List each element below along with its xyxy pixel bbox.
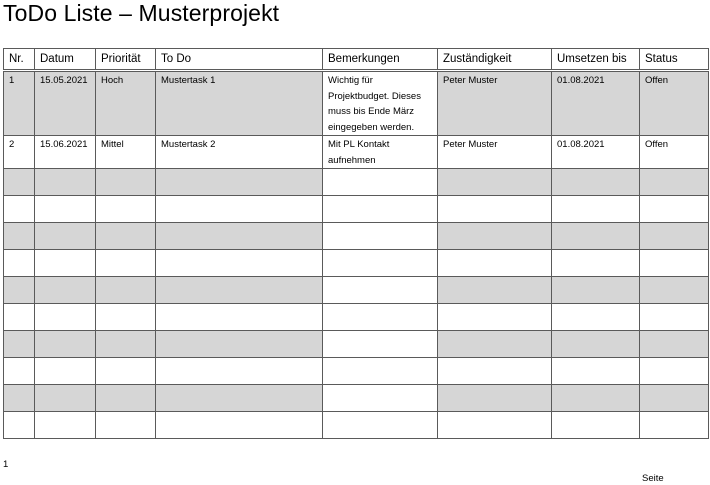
empty-cell[interactable]: [4, 358, 35, 385]
empty-cell[interactable]: [438, 331, 552, 358]
empty-cell[interactable]: [323, 358, 438, 385]
empty-table-row: [4, 358, 709, 385]
empty-cell[interactable]: [35, 169, 96, 196]
page-title: ToDo Liste – Musterprojekt: [3, 0, 280, 26]
empty-cell[interactable]: [96, 250, 156, 277]
empty-cell[interactable]: [4, 385, 35, 412]
empty-cell[interactable]: [96, 304, 156, 331]
empty-cell[interactable]: [156, 196, 323, 223]
empty-cell[interactable]: [640, 223, 709, 250]
page-label: Seite: [642, 473, 664, 484]
empty-table-row: [4, 412, 709, 439]
cell-zustaendigkeit[interactable]: Peter Muster: [438, 136, 552, 169]
header-status: Status: [640, 49, 709, 71]
header-bemerkungen: Bemerkungen: [323, 49, 438, 71]
empty-cell[interactable]: [4, 331, 35, 358]
empty-cell[interactable]: [323, 277, 438, 304]
empty-table-row: [4, 331, 709, 358]
empty-cell[interactable]: [438, 196, 552, 223]
empty-cell[interactable]: [156, 304, 323, 331]
empty-cell[interactable]: [640, 250, 709, 277]
empty-table-row: [4, 250, 709, 277]
cell-prioritaet[interactable]: Hoch: [96, 71, 156, 136]
empty-cell[interactable]: [35, 304, 96, 331]
empty-cell[interactable]: [552, 412, 640, 439]
table-row: [4, 136, 709, 169]
empty-table-row: [4, 277, 709, 304]
empty-cell[interactable]: [640, 196, 709, 223]
empty-cell[interactable]: [552, 331, 640, 358]
page-number: 1: [3, 459, 9, 470]
empty-cell[interactable]: [156, 385, 323, 412]
empty-cell[interactable]: [156, 223, 323, 250]
empty-cell[interactable]: [438, 223, 552, 250]
empty-cell[interactable]: [323, 412, 438, 439]
empty-cell[interactable]: [96, 358, 156, 385]
empty-cell[interactable]: [323, 223, 438, 250]
empty-table-row: [4, 169, 709, 196]
empty-table-row: [4, 223, 709, 250]
empty-cell[interactable]: [640, 412, 709, 439]
cell-datum[interactable]: 15.06.2021: [35, 136, 96, 169]
empty-cell[interactable]: [156, 250, 323, 277]
empty-cell[interactable]: [35, 196, 96, 223]
empty-cell[interactable]: [35, 385, 96, 412]
empty-cell[interactable]: [156, 277, 323, 304]
empty-cell[interactable]: [156, 412, 323, 439]
empty-cell[interactable]: [35, 358, 96, 385]
cell-datum[interactable]: 15.05.2021: [35, 71, 96, 136]
header-datum: Datum: [35, 49, 96, 71]
empty-cell[interactable]: [552, 277, 640, 304]
cell-bemerkungen[interactable]: Wichtig für Projektbudget. Dieses muss bis Ende März eingegeben werden.: [323, 71, 438, 136]
empty-cell[interactable]: [4, 412, 35, 439]
empty-cell[interactable]: [552, 250, 640, 277]
empty-cell[interactable]: [438, 169, 552, 196]
empty-cell[interactable]: [35, 331, 96, 358]
cell-umsetzen-bis[interactable]: 01.08.2021: [552, 136, 640, 169]
empty-cell[interactable]: [323, 304, 438, 331]
empty-cell[interactable]: [438, 250, 552, 277]
cell-bemerkungen[interactable]: Mit PL Kontakt aufnehmen: [323, 136, 438, 169]
cell-todo[interactable]: Mustertask 2: [156, 136, 323, 169]
header-prioritaet: Priorität: [96, 49, 156, 71]
empty-cell[interactable]: [438, 277, 552, 304]
empty-cell[interactable]: [96, 196, 156, 223]
cell-todo[interactable]: Mustertask 1: [156, 71, 323, 136]
empty-cell[interactable]: [156, 358, 323, 385]
header-nr: Nr.: [4, 49, 35, 71]
table-header-row: [4, 49, 709, 71]
table-row: [4, 71, 709, 136]
empty-cell[interactable]: [640, 169, 709, 196]
header-umsetzen-bis: Umsetzen bis: [552, 49, 640, 71]
empty-cell[interactable]: [4, 196, 35, 223]
empty-cell[interactable]: [438, 385, 552, 412]
empty-cell[interactable]: [35, 412, 96, 439]
empty-cell[interactable]: [96, 169, 156, 196]
empty-cell[interactable]: [552, 196, 640, 223]
empty-cell[interactable]: [96, 385, 156, 412]
cell-status[interactable]: Offen: [640, 136, 709, 169]
empty-cell[interactable]: [96, 223, 156, 250]
empty-cell[interactable]: [96, 412, 156, 439]
empty-cell[interactable]: [96, 277, 156, 304]
empty-cell[interactable]: [438, 304, 552, 331]
empty-cell[interactable]: [323, 250, 438, 277]
empty-cell[interactable]: [35, 277, 96, 304]
empty-cell[interactable]: [438, 412, 552, 439]
cell-status[interactable]: Offen: [640, 71, 709, 136]
empty-cell[interactable]: [35, 223, 96, 250]
empty-cell[interactable]: [552, 169, 640, 196]
empty-cell[interactable]: [640, 304, 709, 331]
header-zustaendigkeit: Zuständigkeit: [438, 49, 552, 71]
empty-cell[interactable]: [35, 250, 96, 277]
empty-cell[interactable]: [4, 169, 35, 196]
cell-umsetzen-bis[interactable]: 01.08.2021: [552, 71, 640, 136]
empty-cell[interactable]: [640, 385, 709, 412]
empty-table-row: [4, 385, 709, 412]
empty-cell[interactable]: [323, 196, 438, 223]
empty-cell[interactable]: [323, 385, 438, 412]
empty-cell[interactable]: [4, 277, 35, 304]
cell-prioritaet[interactable]: Mittel: [96, 136, 156, 169]
empty-cell[interactable]: [4, 250, 35, 277]
empty-cell[interactable]: [552, 358, 640, 385]
cell-zustaendigkeit[interactable]: Peter Muster: [438, 71, 552, 136]
empty-cell[interactable]: [156, 169, 323, 196]
empty-table-row: [4, 304, 709, 331]
cell-nr[interactable]: 2: [4, 136, 35, 169]
empty-cell[interactable]: [4, 304, 35, 331]
empty-cell[interactable]: [640, 358, 709, 385]
todo-table: [3, 48, 709, 439]
empty-cell[interactable]: [552, 304, 640, 331]
header-todo: To Do: [156, 49, 323, 71]
empty-cell[interactable]: [96, 331, 156, 358]
empty-cell[interactable]: [438, 358, 552, 385]
empty-cell[interactable]: [552, 223, 640, 250]
cell-nr[interactable]: 1: [4, 71, 35, 136]
empty-cell[interactable]: [552, 385, 640, 412]
empty-table-row: [4, 196, 709, 223]
empty-cell[interactable]: [640, 277, 709, 304]
empty-cell[interactable]: [323, 169, 438, 196]
empty-cell[interactable]: [640, 331, 709, 358]
empty-cell[interactable]: [323, 331, 438, 358]
empty-cell[interactable]: [156, 331, 323, 358]
empty-cell[interactable]: [4, 223, 35, 250]
